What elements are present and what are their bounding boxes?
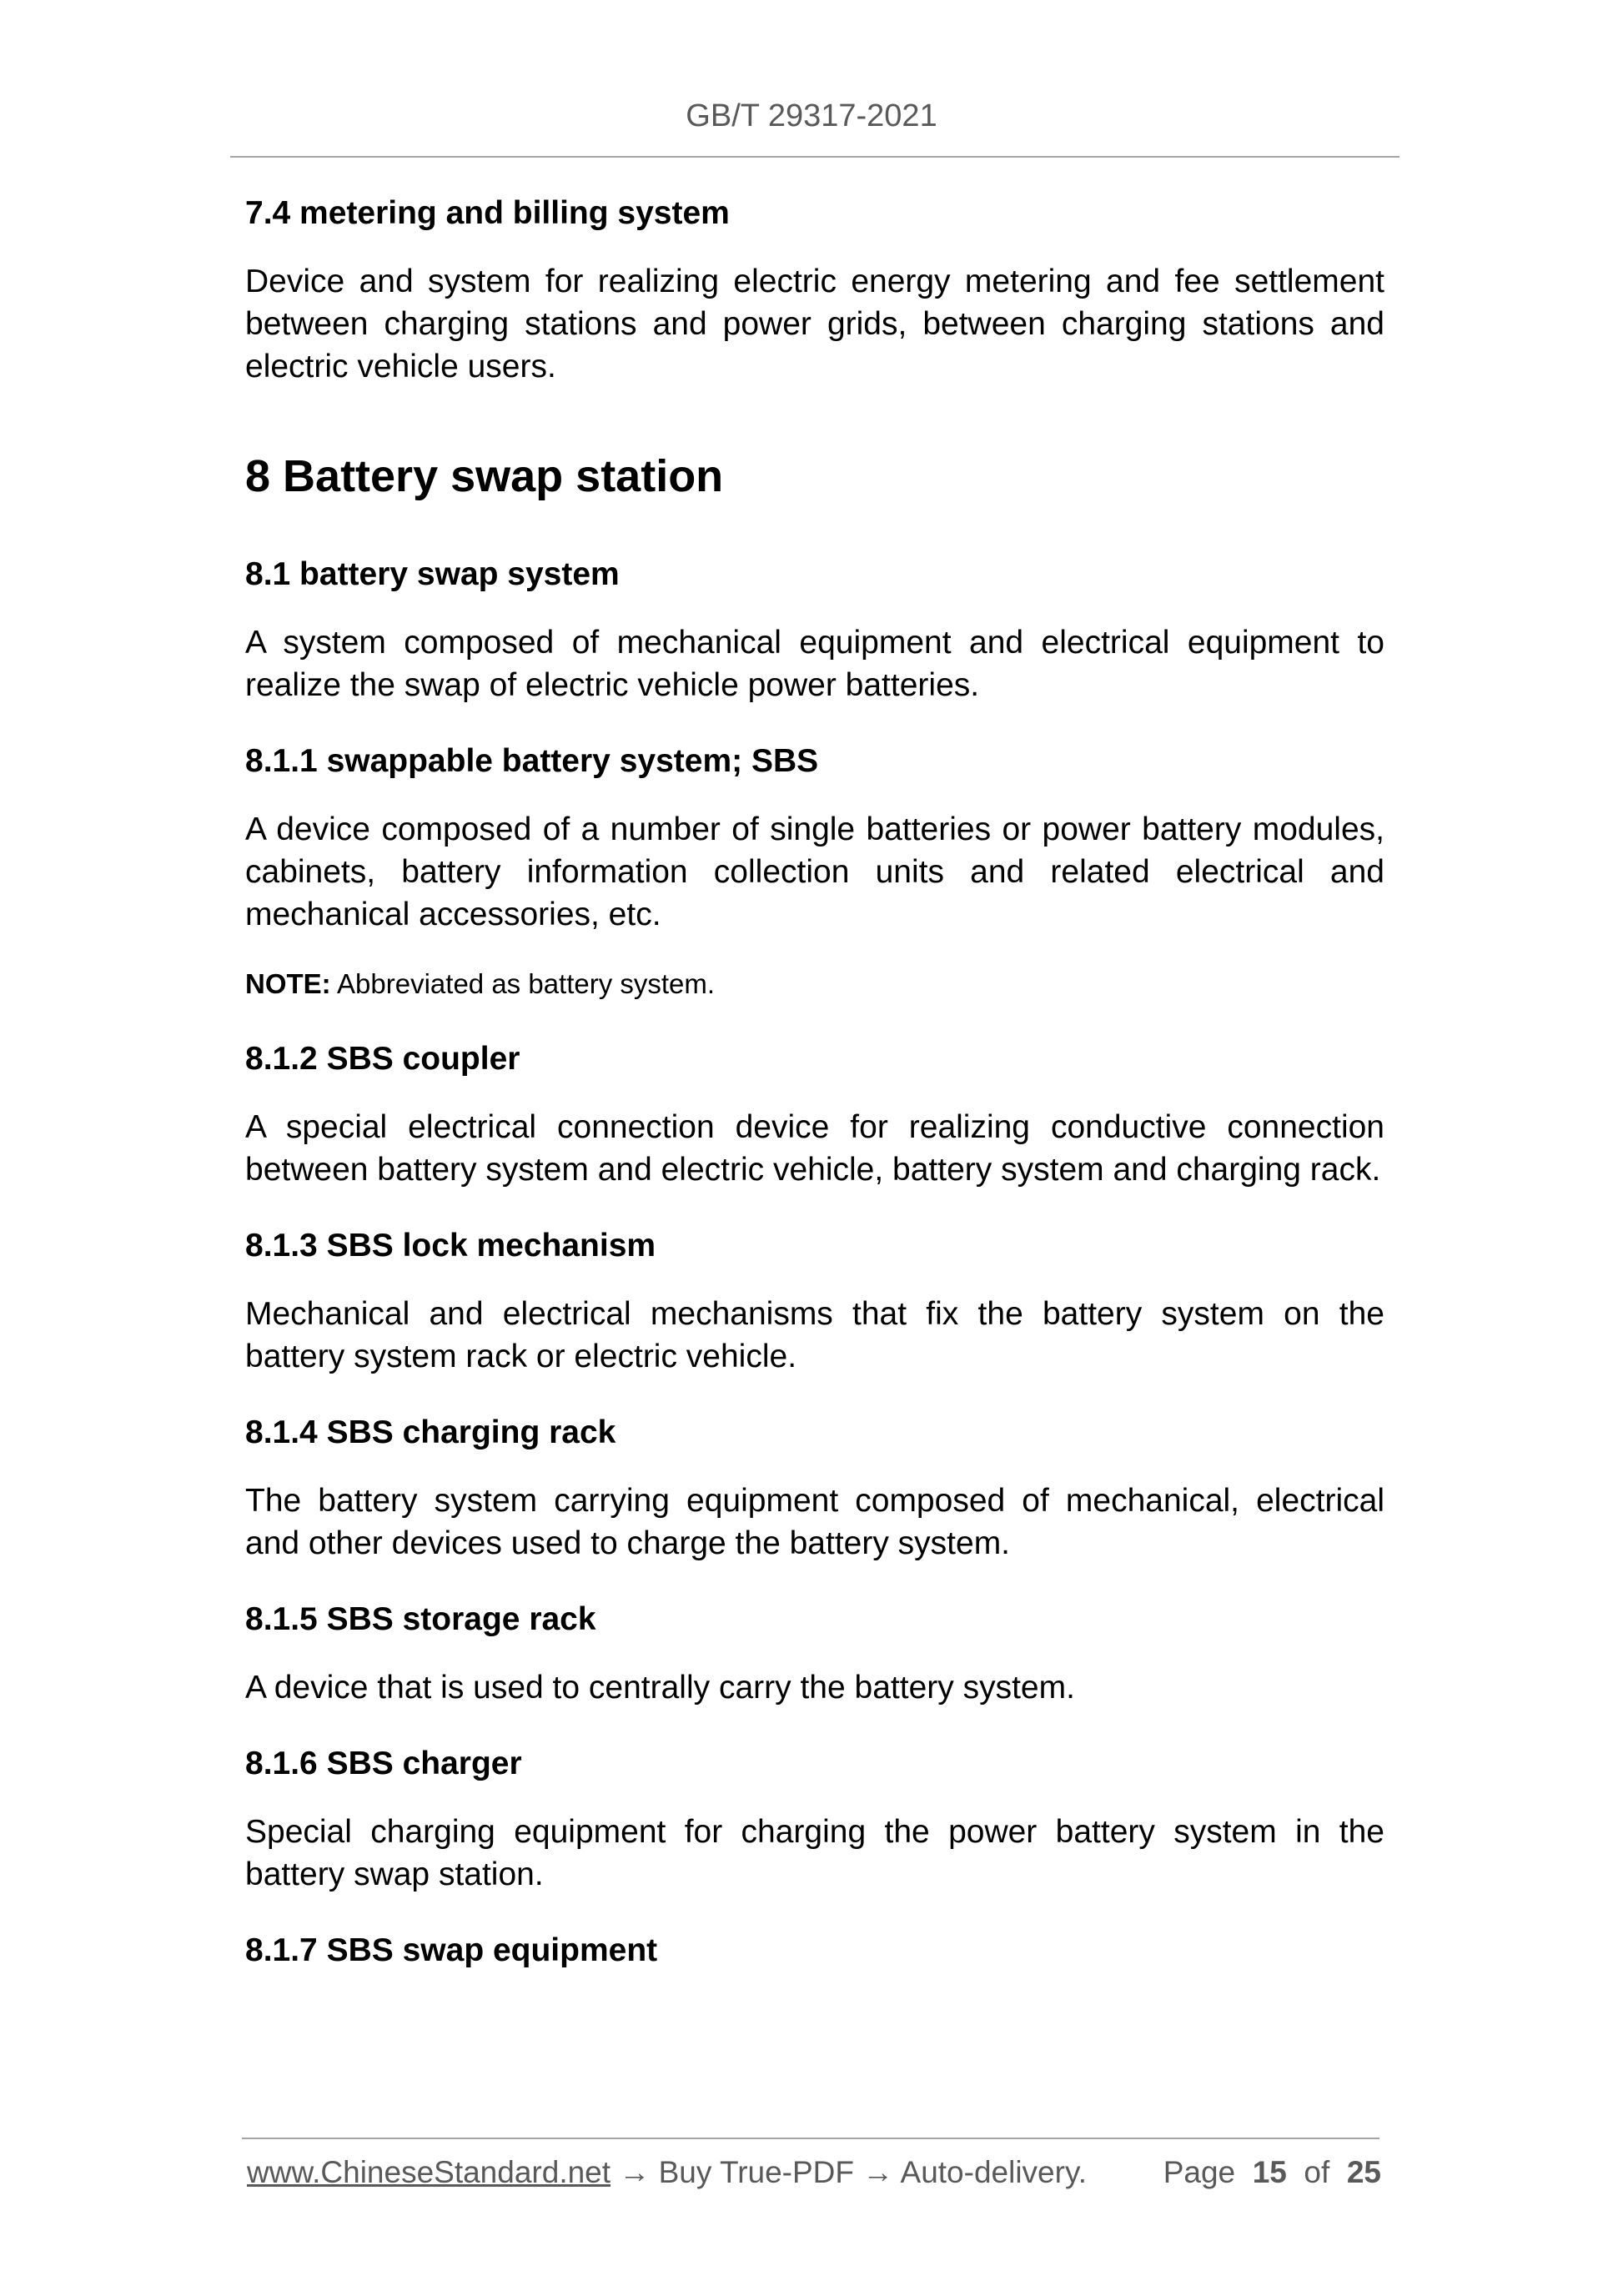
chapter-heading-8: 8 Battery swap station — [245, 451, 724, 501]
definition-8-1-1: A device composed of a number of single batteries or power battery modules, cabinets, battery information collection units and related electrical and mechanical accessories, etc. — [245, 811, 1384, 932]
section-heading-7-4: 7.4 metering and billing system — [245, 195, 730, 231]
section-heading-8-1: 8.1 battery swap system — [245, 556, 620, 592]
site-link[interactable]: www.ChineseStandard.net — [247, 2155, 611, 2189]
page-current: 15 — [1252, 2155, 1287, 2189]
page-of: of — [1304, 2155, 1330, 2189]
definition-8-1-6: Special charging equipment for charging the power battery system in the battery swap station. — [245, 1814, 1384, 1892]
section-heading-8-1-4: 8.1.4 SBS charging rack — [245, 1414, 616, 1450]
definition-7-4: Device and system for realizing electric energy metering and fee settlement between charging stations and power grids, between charging stations and electric vehicle users. — [245, 264, 1384, 384]
note-text: Abbreviated as battery system. — [337, 968, 716, 999]
section-heading-8-1-1: 8.1.1 swappable battery system; SBS — [245, 743, 819, 779]
definition-8-1-5: A device that is used to centrally carry the battery system. — [245, 1670, 1075, 1706]
definition-8-1-4: The battery system carrying equipment composed of mechanical, electrical and other devices used to charge the battery system. — [245, 1483, 1384, 1561]
page-indicator — [1163, 2155, 1381, 2190]
page-total: 25 — [1346, 2155, 1381, 2189]
document-body — [245, 190, 1384, 1997]
section-heading-8-1-3: 8.1.3 SBS lock mechanism — [245, 1228, 656, 1264]
definition-8-1-2: A special electrical connection device for realizing conductive connection between battery system and electric vehicle, battery system and charging rack. — [245, 1109, 1384, 1188]
page-label: Page — [1163, 2155, 1236, 2189]
page-footer — [247, 2155, 1381, 2190]
section-heading-8-1-5: 8.1.5 SBS storage rack — [245, 1601, 596, 1637]
footer-divider — [242, 2138, 1379, 2139]
section-heading-8-1-2: 8.1.2 SBS coupler — [245, 1041, 520, 1077]
document-header-title: GB/T 29317-2021 — [686, 98, 937, 133]
note-label: NOTE: — [245, 968, 331, 999]
definition-8-1-3: Mechanical and electrical mechanisms that fix the battery system on the battery system rack or electric vehicle. — [245, 1296, 1384, 1374]
section-heading-8-1-7: 8.1.7 SBS swap equipment — [245, 1932, 658, 1968]
section-heading-8-1-6: 8.1.6 SBS charger — [245, 1746, 522, 1781]
definition-8-1: A system composed of mechanical equipment and electrical equipment to realize the swap of electric vehicle power batteries. — [245, 625, 1384, 703]
footer-promo-text: → Buy True-PDF → Auto-delivery. — [611, 2155, 1087, 2189]
header-divider — [230, 156, 1399, 158]
note-8-1-1 — [245, 964, 1384, 1004]
